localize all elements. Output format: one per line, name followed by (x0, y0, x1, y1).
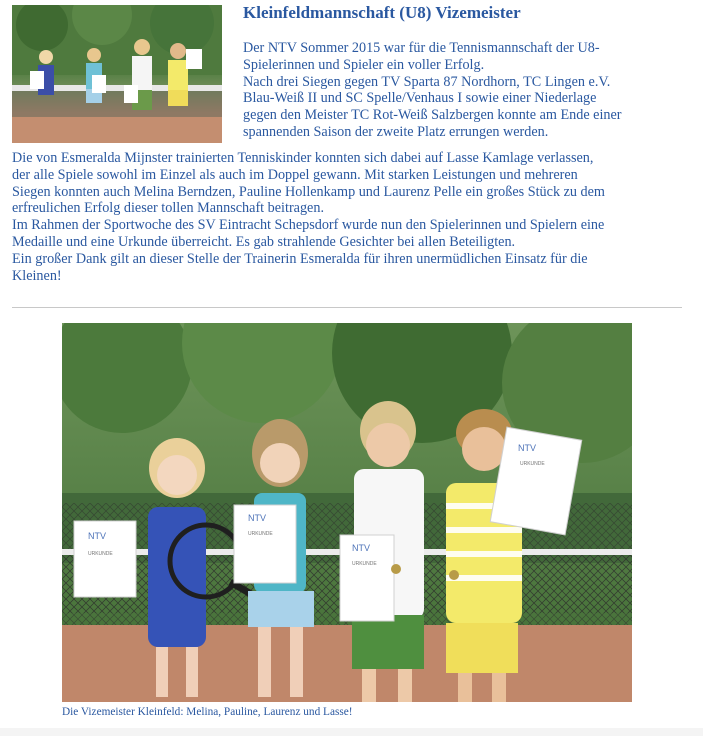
article-intro (243, 40, 693, 141)
page-bottom-edge (0, 728, 703, 736)
body-line: der alle Spiele sowohl im Einzel als auch im Doppel gewann. Mit starken Leistungen und mehreren (12, 166, 578, 183)
photo-caption: Die Vizemeister Kleinfeld: Melina, Pauline, Laurenz und Lasse! (62, 706, 353, 718)
certificate-logo: NTV (518, 443, 536, 453)
intro-line: Spielerinnen und Spieler ein voller Erfolg. (243, 56, 485, 73)
intro-line: Nach drei Siegen gegen TV Sparta 87 Nordhorn, TC Lingen e.V. (243, 73, 611, 90)
certificate-heading: URKUNDE (520, 461, 545, 467)
body-line: Ein großer Dank gilt an dieser Stelle der Trainerin Esmeralda für ihren unermüdlichen Einsatz für die (12, 250, 588, 267)
intro-line: gegen den Meister TC Rot-Weiß Salzbergen konnte am Ende einer (243, 107, 622, 124)
body-line: Medaille und eine Urkunde überreicht. Es gab strahlende Gesichter bei allen Beteiligten. (12, 233, 516, 250)
divider (12, 307, 682, 308)
team-photo[interactable] (62, 323, 632, 702)
body-line: Siegen konnten auch Melina Berndzen, Pauline Hollenkamp und Laurenz Pelle ein großes Stück zu dem (12, 183, 605, 200)
intro-line: spannenden Saison der zweite Platz errungen werden. (243, 123, 549, 140)
thumbnail-illustration (12, 5, 222, 143)
certificate-logo: NTV (88, 531, 106, 541)
body-line: Kleinen! (12, 267, 62, 284)
thumbnail-photo[interactable] (12, 5, 222, 143)
intro-line: Blau-Weiß II und SC Spelle/Venhaus I sowie einer Niederlage (243, 90, 597, 107)
body-line: Die von Esmeralda Mijnster trainierten Tenniskinder konnten sich dabei auf Lasse Kamlage verlassen, (12, 150, 594, 166)
certificate-heading: URKUNDE (352, 561, 377, 567)
intro-line: Der NTV Sommer 2015 war für die Tennismannschaft der U8- (243, 40, 600, 56)
article-body (12, 150, 697, 284)
body-line: Im Rahmen der Sportwoche des SV Eintracht Schepsdorf wurde nun den Spielerinnen und Spielern eine (12, 217, 605, 234)
certificate-heading: URKUNDE (248, 531, 273, 537)
certificate-heading: URKUNDE (88, 551, 113, 557)
certificate-logo: NTV (352, 543, 370, 553)
article-title: Kleinfeldmannschaft (U8) Vizemeister (243, 3, 521, 22)
team-photo-illustration (62, 323, 632, 702)
certificate-logo: NTV (248, 513, 266, 523)
body-line: erfreulichen Erfolg dieser tollen Mannschaft beitragen. (12, 200, 324, 217)
